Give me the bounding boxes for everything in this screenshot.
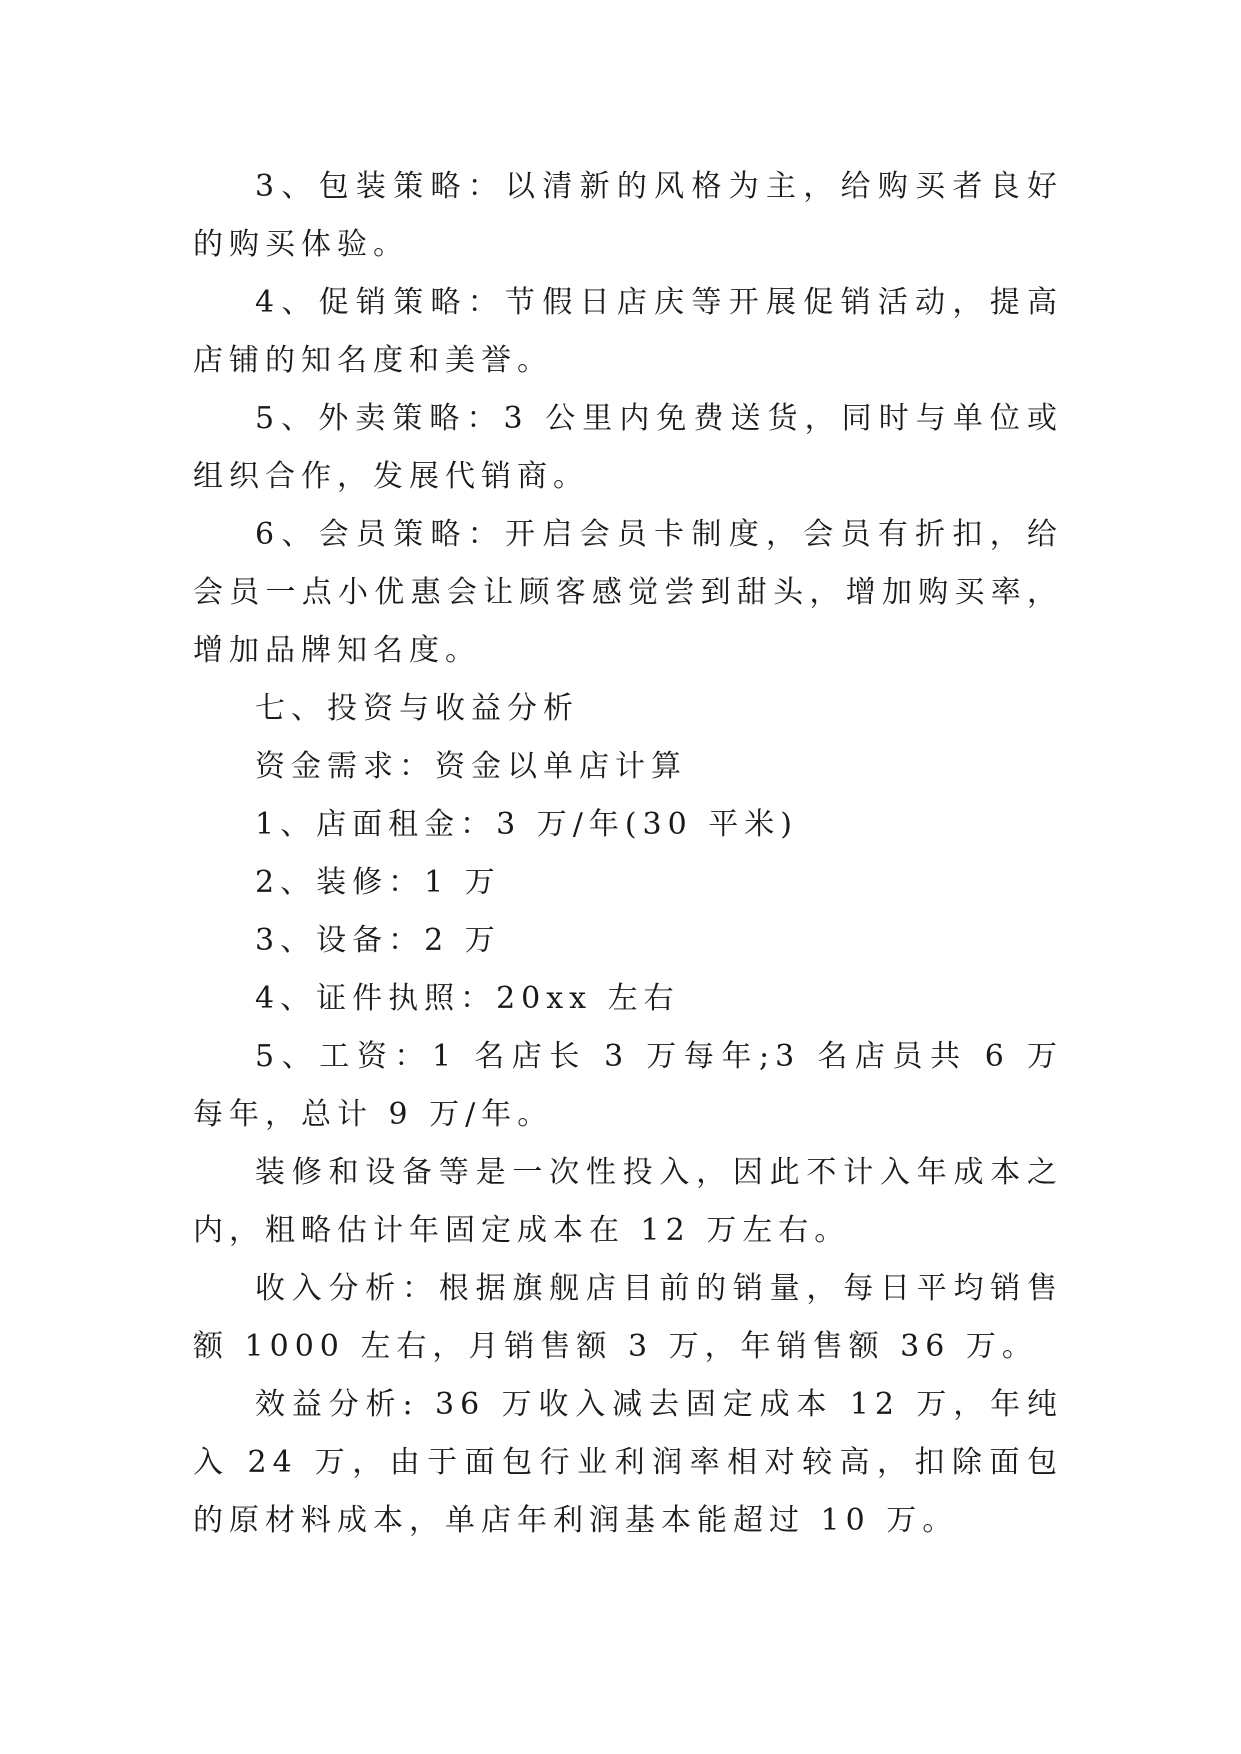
paragraph-fixed-cost: 装修和设备等是一次性投入，因此不计入年成本之内，粗略估计年固定成本在 12 万左右。	[193, 1155, 1063, 1248]
list-item-wages: 5、工资：1 名店长 3 万每年;3 名店员共 6 万每年，总计 9 万/年。	[193, 1039, 1063, 1132]
paragraph-capital-requirement: 资金需求：资金以单店计算	[255, 749, 687, 784]
paragraph-delivery-strategy: 5、外卖策略：3 公里内免费送货，同时与单位或组织合作，发展代销商。	[193, 401, 1063, 494]
paragraph-promotion-strategy: 4、促销策略：节假日店庆等开展促销活动，提高店铺的知名度和美誉。	[193, 285, 1063, 378]
paragraph-packaging-strategy: 3、包装策略：以清新的风格为主，给购买者良好的购买体验。	[193, 169, 1063, 262]
list-item-license: 4、证件执照：20xx 左右	[255, 981, 680, 1016]
paragraph-profit-analysis: 效益分析: 36 万收入减去固定成本 12 万，年纯入 24 万，由于面包行业利润率相对较高，扣除面包的原材料成本，单店年利润基本能超过 10 万。	[193, 1387, 1063, 1538]
paragraph-income-analysis: 收入分析：根据旗舰店目前的销量，每日平均销售额 1000 左右，月销售额 3 万，年销售额 36 万。	[193, 1271, 1063, 1364]
list-item-renovation: 2、装修：1 万	[255, 865, 501, 900]
list-item-equipment: 3、设备：2 万	[255, 923, 501, 958]
paragraph-membership-strategy: 6、会员策略：开启会员卡制度，会员有折扣，给会员一点小优惠会让顾客感觉尝到甜头，增加购买率，增加品牌知名度。	[193, 517, 1063, 668]
list-item-rent: 1、店面租金：3 万/年(30 平米)	[255, 807, 798, 842]
section-heading-investment: 七、投资与收益分析	[255, 691, 579, 726]
document-body	[193, 158, 1063, 1550]
